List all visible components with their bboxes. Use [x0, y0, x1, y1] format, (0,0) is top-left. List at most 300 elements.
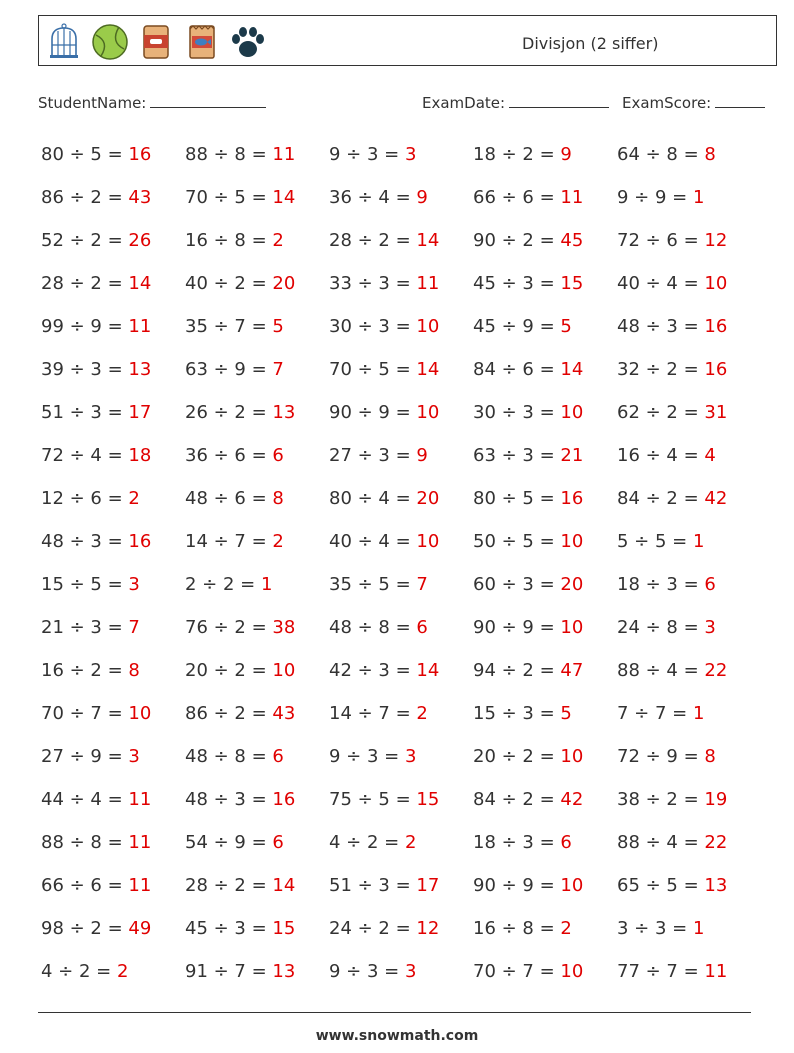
problem-cell	[617, 699, 761, 742]
problem-cell	[41, 441, 185, 484]
problem-cell	[329, 183, 473, 226]
problem-question: 32 ÷ 2 =	[617, 359, 699, 380]
problem-question: 35 ÷ 5 =	[329, 574, 411, 595]
problem-question: 20 ÷ 2 =	[185, 660, 267, 681]
problem-cell	[329, 570, 473, 613]
problem-cell	[185, 613, 329, 656]
problem-cell	[185, 828, 329, 871]
problem-answer: 10	[704, 273, 728, 294]
problem-question: 26 ÷ 2 =	[185, 402, 267, 423]
problem-question: 5 ÷ 5 =	[617, 531, 688, 552]
problem-cell	[617, 613, 761, 656]
problem-cell	[41, 871, 185, 914]
problem-answer: 8	[128, 660, 140, 681]
problem-row	[41, 742, 761, 785]
problem-answer: 26	[128, 230, 152, 251]
problem-question: 48 ÷ 6 =	[185, 488, 267, 509]
problem-answer: 8	[704, 746, 716, 767]
problem-answer: 1	[692, 703, 705, 724]
problem-answer: 10	[560, 746, 584, 767]
problem-cell	[473, 957, 617, 1000]
problem-question: 9 ÷ 3 =	[329, 961, 400, 982]
problem-answer: 13	[272, 402, 296, 423]
problem-row	[41, 226, 761, 269]
problem-cell	[41, 398, 185, 441]
problem-answer: 22	[704, 660, 728, 681]
problem-cell	[617, 828, 761, 871]
problem-question: 40 ÷ 4 =	[617, 273, 699, 294]
problem-cell	[41, 613, 185, 656]
problem-cell	[617, 656, 761, 699]
problem-cell	[329, 742, 473, 785]
problem-question: 42 ÷ 3 =	[329, 660, 411, 681]
problem-answer: 6	[416, 617, 428, 638]
problem-question: 80 ÷ 5 =	[473, 488, 555, 509]
problem-question: 9 ÷ 9 =	[617, 187, 688, 208]
problem-answer: 10	[416, 316, 440, 337]
problem-answer: 20	[416, 488, 440, 509]
problem-question: 84 ÷ 2 =	[473, 789, 555, 810]
problem-question: 38 ÷ 2 =	[617, 789, 699, 810]
problem-answer: 43	[128, 187, 152, 208]
problem-answer: 17	[128, 402, 152, 423]
problem-cell	[329, 871, 473, 914]
problem-question: 70 ÷ 5 =	[329, 359, 411, 380]
problem-answer: 10	[560, 875, 584, 896]
problem-cell	[41, 570, 185, 613]
problem-question: 12 ÷ 6 =	[41, 488, 123, 509]
problem-question: 16 ÷ 8 =	[185, 230, 267, 251]
problem-answer: 15	[416, 789, 440, 810]
problem-answer: 13	[704, 875, 728, 896]
problem-cell	[185, 957, 329, 1000]
problem-answer: 11	[128, 316, 152, 337]
problem-cell	[41, 742, 185, 785]
problem-cell	[41, 140, 185, 183]
problem-cell	[617, 269, 761, 312]
problem-cell	[185, 269, 329, 312]
problem-question: 99 ÷ 9 =	[41, 316, 123, 337]
problem-question: 72 ÷ 9 =	[617, 746, 699, 767]
problem-cell	[41, 656, 185, 699]
problem-cell	[473, 226, 617, 269]
problem-cell	[329, 613, 473, 656]
problem-question: 48 ÷ 3 =	[41, 531, 123, 552]
student-name-field	[38, 93, 266, 112]
problem-question: 88 ÷ 4 =	[617, 660, 699, 681]
problem-question: 21 ÷ 3 =	[41, 617, 123, 638]
problem-question: 51 ÷ 3 =	[41, 402, 123, 423]
problem-question: 54 ÷ 9 =	[185, 832, 267, 853]
problem-answer: 10	[128, 703, 152, 724]
problem-cell	[329, 699, 473, 742]
problem-answer: 15	[560, 273, 584, 294]
problem-answer: 11	[272, 144, 296, 165]
problem-cell	[185, 484, 329, 527]
problem-answer: 16	[704, 359, 728, 380]
problem-cell	[185, 871, 329, 914]
problem-cell	[41, 957, 185, 1000]
problem-cell	[185, 656, 329, 699]
problem-answer: 11	[128, 875, 152, 896]
problem-question: 76 ÷ 2 =	[185, 617, 267, 638]
problem-answer: 16	[704, 316, 728, 337]
problem-answer: 14	[272, 875, 296, 896]
problem-question: 18 ÷ 3 =	[617, 574, 699, 595]
problem-answer: 14	[560, 359, 584, 380]
problem-cell	[185, 742, 329, 785]
problem-question: 70 ÷ 5 =	[185, 187, 267, 208]
tennis-ball-icon	[91, 23, 129, 61]
problem-question: 36 ÷ 4 =	[329, 187, 411, 208]
problem-row	[41, 570, 761, 613]
problem-question: 48 ÷ 3 =	[185, 789, 267, 810]
problem-answer: 10	[560, 961, 584, 982]
problem-cell	[473, 398, 617, 441]
problem-answer: 7	[128, 617, 140, 638]
problem-cell	[473, 742, 617, 785]
problem-cell	[329, 398, 473, 441]
problem-row	[41, 398, 761, 441]
problem-cell	[473, 914, 617, 957]
problem-question: 72 ÷ 4 =	[41, 445, 123, 466]
problem-cell	[617, 183, 761, 226]
problem-question: 52 ÷ 2 =	[41, 230, 123, 251]
problem-question: 2 ÷ 2 =	[185, 574, 256, 595]
problem-answer: 3	[404, 144, 417, 165]
problem-cell	[473, 613, 617, 656]
problem-cell	[617, 398, 761, 441]
problem-answer: 9	[416, 445, 428, 466]
problem-answer: 12	[704, 230, 728, 251]
problem-cell	[41, 269, 185, 312]
problem-question: 45 ÷ 3 =	[473, 273, 555, 294]
problem-answer: 15	[272, 918, 296, 939]
problem-question: 35 ÷ 7 =	[185, 316, 267, 337]
problem-question: 86 ÷ 2 =	[185, 703, 267, 724]
problem-cell	[185, 699, 329, 742]
bone-treat-bag-icon	[137, 23, 175, 61]
problem-question: 4 ÷ 2 =	[41, 961, 112, 982]
problem-cell	[473, 699, 617, 742]
problem-answer: 5	[272, 316, 284, 337]
problem-question: 27 ÷ 3 =	[329, 445, 411, 466]
problem-cell	[473, 527, 617, 570]
problem-cell	[41, 226, 185, 269]
problem-answer: 20	[560, 574, 584, 595]
problem-answer: 10	[416, 402, 440, 423]
problem-cell	[185, 441, 329, 484]
problem-answer: 11	[416, 273, 440, 294]
problem-grid	[41, 140, 761, 1000]
exam-score-blank	[715, 93, 765, 108]
problem-question: 60 ÷ 3 =	[473, 574, 555, 595]
problem-row	[41, 785, 761, 828]
problem-cell	[617, 742, 761, 785]
problem-question: 62 ÷ 2 =	[617, 402, 699, 423]
problem-row	[41, 312, 761, 355]
problem-answer: 3	[704, 617, 716, 638]
problem-answer: 20	[272, 273, 296, 294]
problem-question: 94 ÷ 2 =	[473, 660, 555, 681]
exam-date-field	[422, 93, 609, 112]
problem-row	[41, 914, 761, 957]
student-name-label: StudentName:	[38, 94, 147, 112]
problem-answer: 10	[560, 402, 584, 423]
problem-cell	[41, 183, 185, 226]
problem-question: 65 ÷ 5 =	[617, 875, 699, 896]
problem-question: 64 ÷ 8 =	[617, 144, 699, 165]
problem-question: 15 ÷ 3 =	[473, 703, 555, 724]
problem-answer: 17	[416, 875, 440, 896]
problem-cell	[329, 527, 473, 570]
problem-question: 3 ÷ 3 =	[617, 918, 688, 939]
problem-row	[41, 656, 761, 699]
problem-question: 14 ÷ 7 =	[185, 531, 267, 552]
problem-cell	[617, 140, 761, 183]
problem-question: 88 ÷ 8 =	[41, 832, 123, 853]
problem-question: 48 ÷ 3 =	[617, 316, 699, 337]
problem-cell	[185, 140, 329, 183]
problem-row	[41, 484, 761, 527]
problem-answer: 10	[416, 531, 440, 552]
problem-question: 16 ÷ 8 =	[473, 918, 555, 939]
exam-date-blank	[509, 93, 609, 108]
problem-answer: 13	[128, 359, 152, 380]
problem-answer: 1	[260, 574, 273, 595]
problem-answer: 3	[128, 746, 140, 767]
problem-question: 66 ÷ 6 =	[41, 875, 123, 896]
problem-answer: 3	[404, 961, 417, 982]
problem-cell	[617, 871, 761, 914]
problem-question: 90 ÷ 9 =	[473, 875, 555, 896]
problem-question: 44 ÷ 4 =	[41, 789, 123, 810]
problem-answer: 2	[404, 832, 417, 853]
problem-answer: 6	[704, 574, 716, 595]
problem-question: 30 ÷ 3 =	[473, 402, 555, 423]
problem-question: 48 ÷ 8 =	[329, 617, 411, 638]
problem-question: 77 ÷ 7 =	[617, 961, 699, 982]
problem-cell	[329, 355, 473, 398]
problem-question: 27 ÷ 9 =	[41, 746, 123, 767]
problem-cell	[329, 312, 473, 355]
problem-answer: 6	[272, 445, 284, 466]
problem-row	[41, 871, 761, 914]
problem-question: 28 ÷ 2 =	[329, 230, 411, 251]
problem-answer: 10	[560, 531, 584, 552]
problem-answer: 42	[704, 488, 728, 509]
problem-cell	[185, 914, 329, 957]
problem-question: 80 ÷ 4 =	[329, 488, 411, 509]
problem-answer: 5	[560, 316, 572, 337]
problem-answer: 21	[560, 445, 584, 466]
problem-cell	[617, 484, 761, 527]
problem-question: 80 ÷ 5 =	[41, 144, 123, 165]
problem-cell	[185, 183, 329, 226]
problem-question: 30 ÷ 3 =	[329, 316, 411, 337]
problem-row	[41, 355, 761, 398]
footer-divider	[38, 1012, 751, 1013]
problem-question: 45 ÷ 3 =	[185, 918, 267, 939]
problem-answer: 2	[116, 961, 129, 982]
problem-cell	[329, 828, 473, 871]
problem-question: 7 ÷ 7 =	[617, 703, 688, 724]
problem-question: 45 ÷ 9 =	[473, 316, 555, 337]
problem-cell	[329, 957, 473, 1000]
problem-answer: 2	[416, 703, 428, 724]
problem-answer: 2	[560, 918, 572, 939]
problem-question: 86 ÷ 2 =	[41, 187, 123, 208]
problem-question: 70 ÷ 7 =	[41, 703, 123, 724]
problem-cell	[329, 441, 473, 484]
problem-cell	[473, 441, 617, 484]
problem-question: 14 ÷ 7 =	[329, 703, 411, 724]
problem-cell	[41, 312, 185, 355]
problem-answer: 3	[128, 574, 140, 595]
problem-question: 40 ÷ 2 =	[185, 273, 267, 294]
problem-question: 16 ÷ 4 =	[617, 445, 699, 466]
exam-score-field	[622, 93, 765, 112]
problem-question: 63 ÷ 9 =	[185, 359, 267, 380]
problem-answer: 11	[128, 832, 152, 853]
problem-answer: 3	[404, 746, 417, 767]
problem-cell	[473, 484, 617, 527]
problem-cell	[617, 355, 761, 398]
problem-question: 28 ÷ 2 =	[41, 273, 123, 294]
problem-answer: 19	[704, 789, 728, 810]
problem-row	[41, 957, 761, 1000]
paw-print-icon	[229, 23, 267, 61]
problem-cell	[473, 312, 617, 355]
problem-question: 91 ÷ 7 =	[185, 961, 267, 982]
problem-row	[41, 441, 761, 484]
problem-question: 48 ÷ 8 =	[185, 746, 267, 767]
problem-answer: 2	[128, 488, 140, 509]
problem-question: 28 ÷ 2 =	[185, 875, 267, 896]
problem-cell	[617, 441, 761, 484]
problem-cell	[329, 484, 473, 527]
problem-answer: 16	[128, 144, 152, 165]
problem-cell	[185, 570, 329, 613]
problem-cell	[329, 226, 473, 269]
problem-answer: 16	[560, 488, 584, 509]
problem-cell	[41, 828, 185, 871]
problem-answer: 11	[128, 789, 152, 810]
problem-answer: 6	[272, 832, 284, 853]
worksheet-header	[38, 15, 777, 66]
problem-answer: 11	[704, 961, 728, 982]
problem-answer: 1	[692, 187, 705, 208]
info-row	[0, 93, 794, 115]
problem-cell	[185, 312, 329, 355]
problem-answer: 8	[704, 144, 716, 165]
worksheet-title: Divisjon (2 siffer)	[522, 34, 659, 53]
problem-cell	[41, 484, 185, 527]
problem-question: 51 ÷ 3 =	[329, 875, 411, 896]
problem-cell	[473, 828, 617, 871]
problem-answer: 2	[272, 531, 284, 552]
problem-answer: 9	[560, 144, 572, 165]
problem-question: 15 ÷ 5 =	[41, 574, 123, 595]
problem-answer: 1	[692, 918, 705, 939]
problem-question: 88 ÷ 8 =	[185, 144, 267, 165]
problem-row	[41, 269, 761, 312]
exam-score-label: ExamScore:	[622, 94, 712, 112]
problem-question: 24 ÷ 8 =	[617, 617, 699, 638]
problem-answer: 49	[128, 918, 152, 939]
problem-question: 66 ÷ 6 =	[473, 187, 555, 208]
problem-cell	[329, 656, 473, 699]
problem-question: 84 ÷ 6 =	[473, 359, 555, 380]
problem-answer: 7	[416, 574, 428, 595]
problem-question: 9 ÷ 3 =	[329, 144, 400, 165]
problem-question: 98 ÷ 2 =	[41, 918, 123, 939]
problem-question: 72 ÷ 6 =	[617, 230, 699, 251]
problem-cell	[41, 699, 185, 742]
problem-cell	[617, 914, 761, 957]
fish-food-bag-icon	[183, 23, 221, 61]
problem-question: 20 ÷ 2 =	[473, 746, 555, 767]
problem-answer: 18	[128, 445, 152, 466]
problem-answer: 42	[560, 789, 584, 810]
problem-cell	[329, 785, 473, 828]
problem-cell	[185, 398, 329, 441]
problem-question: 24 ÷ 2 =	[329, 918, 411, 939]
problem-answer: 9	[416, 187, 428, 208]
problem-question: 9 ÷ 3 =	[329, 746, 400, 767]
problem-answer: 6	[560, 832, 572, 853]
icon-strip	[45, 22, 267, 62]
problem-row	[41, 828, 761, 871]
problem-answer: 14	[272, 187, 296, 208]
problem-answer: 14	[128, 273, 152, 294]
problem-cell	[617, 527, 761, 570]
problem-cell	[473, 140, 617, 183]
problem-row	[41, 699, 761, 742]
problem-question: 4 ÷ 2 =	[329, 832, 400, 853]
problem-answer: 4	[704, 445, 716, 466]
exam-date-label: ExamDate:	[422, 94, 506, 112]
problem-answer: 2	[272, 230, 284, 251]
problem-cell	[617, 312, 761, 355]
problem-answer: 6	[272, 746, 284, 767]
problem-answer: 7	[272, 359, 284, 380]
problem-question: 75 ÷ 5 =	[329, 789, 411, 810]
problem-answer: 16	[128, 531, 152, 552]
problem-answer: 5	[560, 703, 572, 724]
problem-question: 18 ÷ 2 =	[473, 144, 555, 165]
problem-answer: 47	[560, 660, 584, 681]
problem-cell	[617, 226, 761, 269]
problem-cell	[473, 355, 617, 398]
problem-cell	[473, 785, 617, 828]
problem-row	[41, 613, 761, 656]
problem-cell	[41, 355, 185, 398]
problem-answer: 14	[416, 230, 440, 251]
problem-question: 36 ÷ 6 =	[185, 445, 267, 466]
problem-answer: 10	[560, 617, 584, 638]
problem-answer: 16	[272, 789, 296, 810]
problem-question: 90 ÷ 2 =	[473, 230, 555, 251]
problem-cell	[329, 269, 473, 312]
problem-question: 88 ÷ 4 =	[617, 832, 699, 853]
student-name-blank	[150, 93, 266, 108]
problem-cell	[473, 656, 617, 699]
problem-question: 84 ÷ 2 =	[617, 488, 699, 509]
problem-question: 16 ÷ 2 =	[41, 660, 123, 681]
problem-cell	[185, 226, 329, 269]
problem-cell	[185, 785, 329, 828]
